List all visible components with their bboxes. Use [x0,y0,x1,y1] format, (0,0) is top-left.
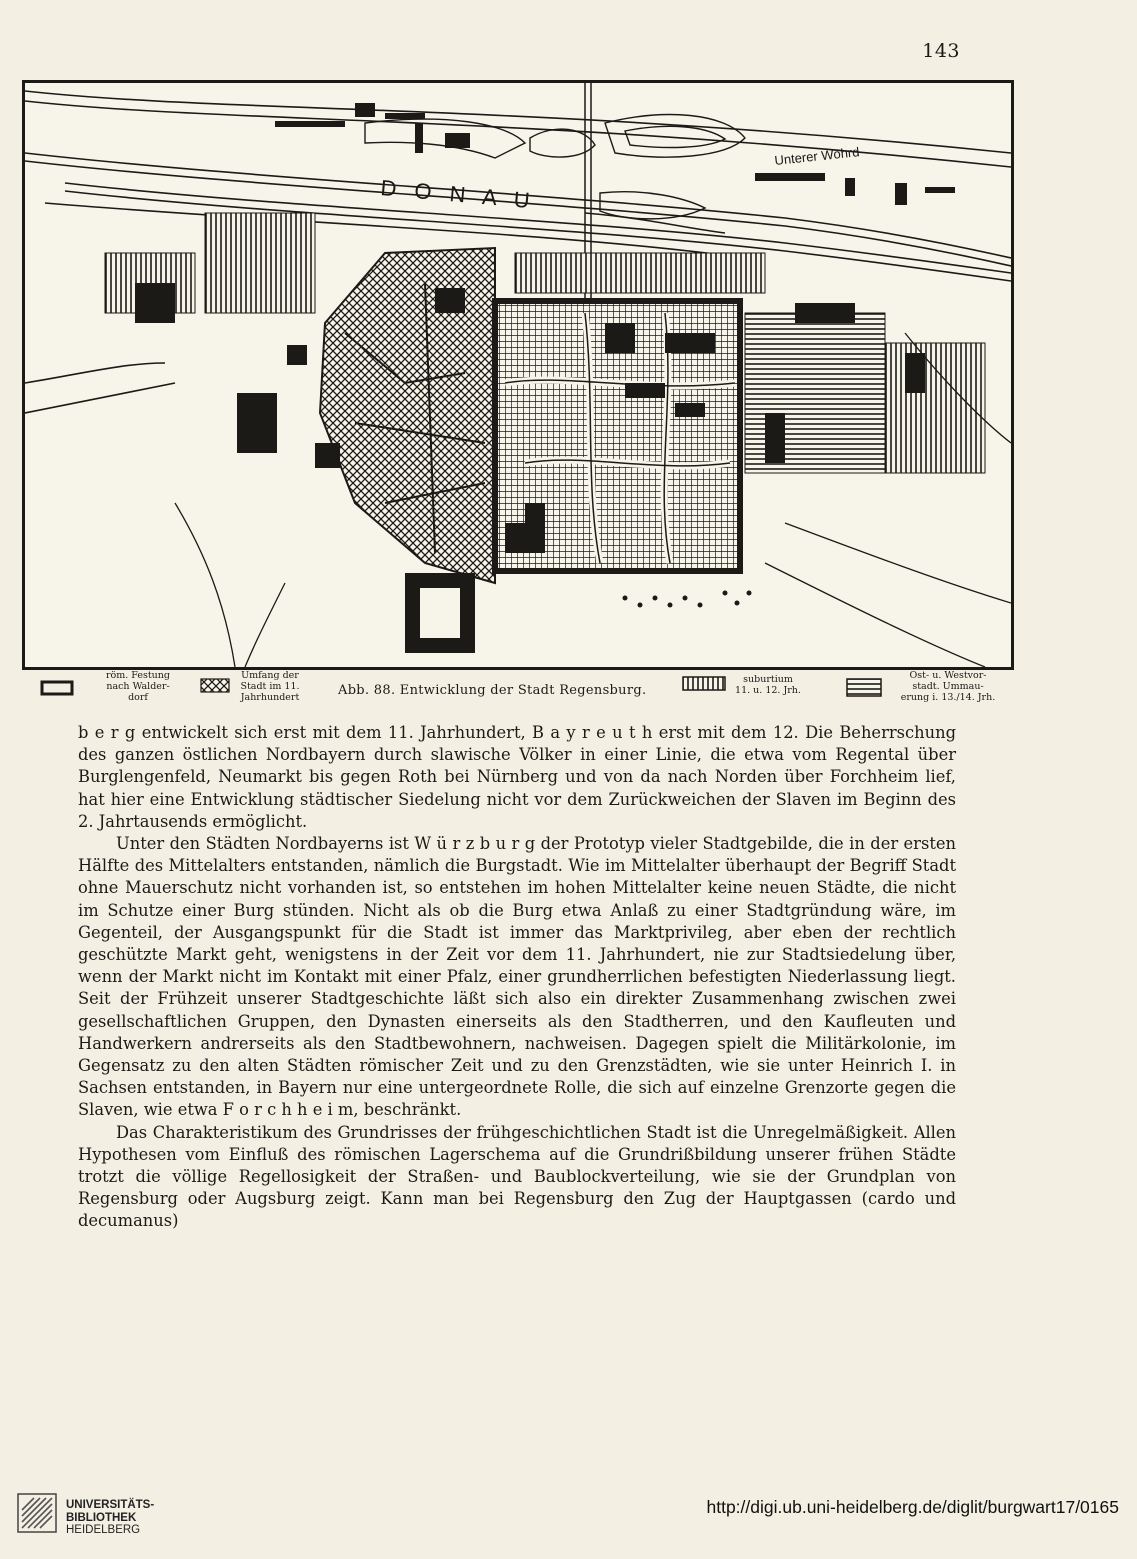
library-logo [14,1490,155,1540]
regensburg-map [25,83,1011,667]
west-suburb-block [205,213,315,313]
legend-symbol-fortress [40,680,74,696]
library-name: UNIVERSITÄTS- BIBLIOTHEK HEIDELBERG [66,1499,155,1536]
library-seal-icon [14,1490,60,1536]
paragraph: Das Charakteristikum des Grundrisses der frühgeschichtlichen Stadt ist die Unregelmäßigkeit. Allen Hypothesen vom Einfluß des römischen Lagerschema auf die Grundrißbildung unserer frühen Städte trotzt die völlige Regellosigkeit der Straßen- und Baublockverteilung, wie sie der Grundplan von Regensburg oder Augsburg zeigt. Kann man bei Regensburg den Zug der Hauptgassen (cardo und decumanus) [78,1122,956,1231]
legend-text-fortress: röm. Festung nach Walder- dorf [105,670,170,703]
paragraph: Unter den Städten Nordbayerns ist W ü r z b u r g der Prototyp vieler Stadtgebilde, die in der ersten Hälfte des Mittelalters entstanden, nämlich die Burgstadt. Wie im Mittelalter überhaupt der Begriff Stadt ohne Mauerschutz nicht vorhanden ist, so entstehen im hohen Mittelalter keine neuen Städte, die nicht im Schutze einer Burg stünden. Nicht als ob die Burg etwa Anlaß zu einer Stadtgründung wäre, im Gegenteil, der Ausgangspunkt für die Stadt ist immer das Marktprivileg, aber eben der rechtlich geschützte Markt geht, wenigstens in der Zeit vor dem 11. Jahrhundert, nie zur Stadtsiedelung über, wenn der Markt nicht im Kontakt mit einer Pfalz, einer grundherrlichen befestigten Niederlassung liegt. Seit der Frühzeit unserer Stadtgeschichte läßt sich also ein direkter Zusammenhang zwischen zwei gesellschaftlichen Gruppen, den Dynasten einerseits als den Stadtherren, und den Kaufleuten und Handwerkern andrerseits als den Stadtbewohnern, nachweisen. Dagegen spielt die Militärkolonie, im Gegensatz zu den alten Städten römischer Zeit und zu den Grenzstädten, wie sie unter Heinrich I. in Sachsen entstanden, in Bayern nur eine untergeordnete Rolle, die sich auf einzelne Grenzorte gegen die Slaven, wie etwa F o r c h h e i m, beschränkt. [78,834,956,1120]
source-url[interactable]: http://digi.ub.uni-heidelberg.de/diglit/burgwart17/0165 [706,1497,1119,1517]
body-text [78,722,956,1233]
west-building [135,283,175,323]
page-number: 143 [922,40,960,62]
legend-symbol-suburbs [846,678,882,698]
riverfront-strip [515,253,765,293]
paragraph: b e r g entwickelt sich erst mit dem 11. Jahrhundert, B a y r e u t h erst mit dem 12. Die Beherrschung des ganzen östlichen Nordbayern durch slawische Völker in einer Linie, die etwa vom Regental über Burglengenfeld, Neumarkt bis gegen Roth bei Nürnberg und von da nach Norden über Forchheim lief, hat hier eine Entwicklung städtischer Siedelung nicht vor dem Zurückweichen der Slaven im Beginn des 2. Jahrtausends ermöglicht. [78,723,956,831]
legend-text-suburbium: suburtium 11. u. 12. Jrh. [735,674,801,696]
river-label: D O N A U [379,175,537,214]
city-map-figure [22,80,1014,670]
legend-text-suburbs: Ost- u. Westvor- stadt. Ummau- erung i. 13./14. Jrh. [900,670,996,703]
district-label: Unterer Wöhrd [773,144,861,168]
figure-caption: Abb. 88. Entwicklung der Stadt Regensburg. [338,683,647,698]
east-suburb-block [885,343,985,473]
legend-text-11th-century: Umfang der Stadt im 11. Jahrhundert [240,670,300,703]
gardens [623,591,752,608]
legend-symbol-11th-century [200,678,230,694]
town-11th-century [320,248,495,583]
legend-symbol-suburbium [682,676,726,692]
courtyard [420,588,460,638]
